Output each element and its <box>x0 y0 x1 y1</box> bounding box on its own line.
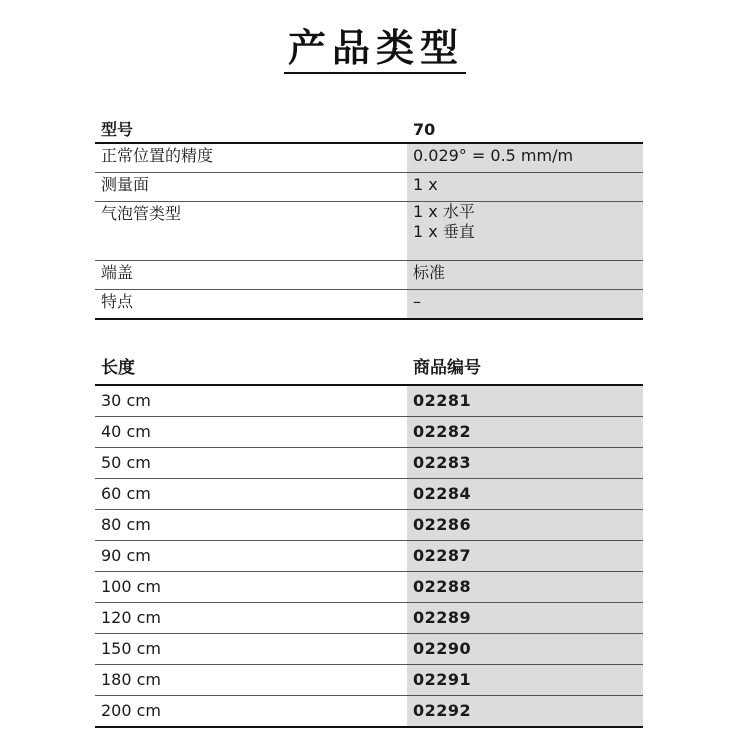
spec-value: – <box>407 290 643 320</box>
length-cell: 120 cm <box>95 603 407 634</box>
spec-row-measuring-surface <box>95 173 643 202</box>
part-number-cell: 02284 <box>407 479 643 510</box>
table-row <box>95 634 643 665</box>
table-row <box>95 665 643 696</box>
part-number-cell: 02290 <box>407 634 643 665</box>
spec-label: 正常位置的精度 <box>95 143 407 173</box>
part-number-cell: 02291 <box>407 665 643 696</box>
spec-label: 气泡管类型 <box>95 202 407 261</box>
length-cell: 200 cm <box>95 696 407 728</box>
spec-value <box>407 202 643 261</box>
table-row <box>95 417 643 448</box>
table-row <box>95 385 643 417</box>
length-cell: 100 cm <box>95 572 407 603</box>
spec-row-accuracy <box>95 143 643 173</box>
part-number-header: 商品编号 <box>407 352 643 385</box>
spec-label: 端盖 <box>95 261 407 290</box>
length-header: 长度 <box>95 352 407 385</box>
table-row <box>95 603 643 634</box>
spec-header-row <box>95 118 643 143</box>
part-header-row <box>95 352 643 385</box>
part-number-cell: 02292 <box>407 696 643 728</box>
model-label: 型号 <box>95 118 407 143</box>
spec-value: 0.029° = 0.5 mm/m <box>407 143 643 173</box>
spec-label: 特点 <box>95 290 407 320</box>
part-number-cell: 02282 <box>407 417 643 448</box>
part-number-cell: 02283 <box>407 448 643 479</box>
spec-label: 测量面 <box>95 173 407 202</box>
length-cell: 50 cm <box>95 448 407 479</box>
length-cell: 80 cm <box>95 510 407 541</box>
spec-value: 标准 <box>407 261 643 290</box>
part-number-cell: 02289 <box>407 603 643 634</box>
vial-horizontal: 1 x 水平 <box>413 202 475 221</box>
table-row <box>95 448 643 479</box>
part-number-cell: 02287 <box>407 541 643 572</box>
table-row <box>95 572 643 603</box>
spec-row-vial-type <box>95 202 643 261</box>
length-cell: 40 cm <box>95 417 407 448</box>
page-title: 产品类型 <box>284 26 466 74</box>
table-row <box>95 696 643 728</box>
spec-value: 1 x <box>407 173 643 202</box>
spec-row-features <box>95 290 643 320</box>
title-container <box>0 26 750 74</box>
spec-row-end-cap <box>95 261 643 290</box>
spec-table <box>95 118 643 320</box>
length-cell: 90 cm <box>95 541 407 572</box>
length-cell: 60 cm <box>95 479 407 510</box>
length-cell: 150 cm <box>95 634 407 665</box>
length-cell: 30 cm <box>95 385 407 417</box>
table-row <box>95 479 643 510</box>
table-row <box>95 541 643 572</box>
vial-vertical: 1 x 垂直 <box>413 222 475 241</box>
table-row <box>95 510 643 541</box>
part-number-cell: 02281 <box>407 385 643 417</box>
part-number-cell: 02286 <box>407 510 643 541</box>
part-number-cell: 02288 <box>407 572 643 603</box>
part-number-table <box>95 352 643 728</box>
length-cell: 180 cm <box>95 665 407 696</box>
model-value: 70 <box>407 118 643 143</box>
